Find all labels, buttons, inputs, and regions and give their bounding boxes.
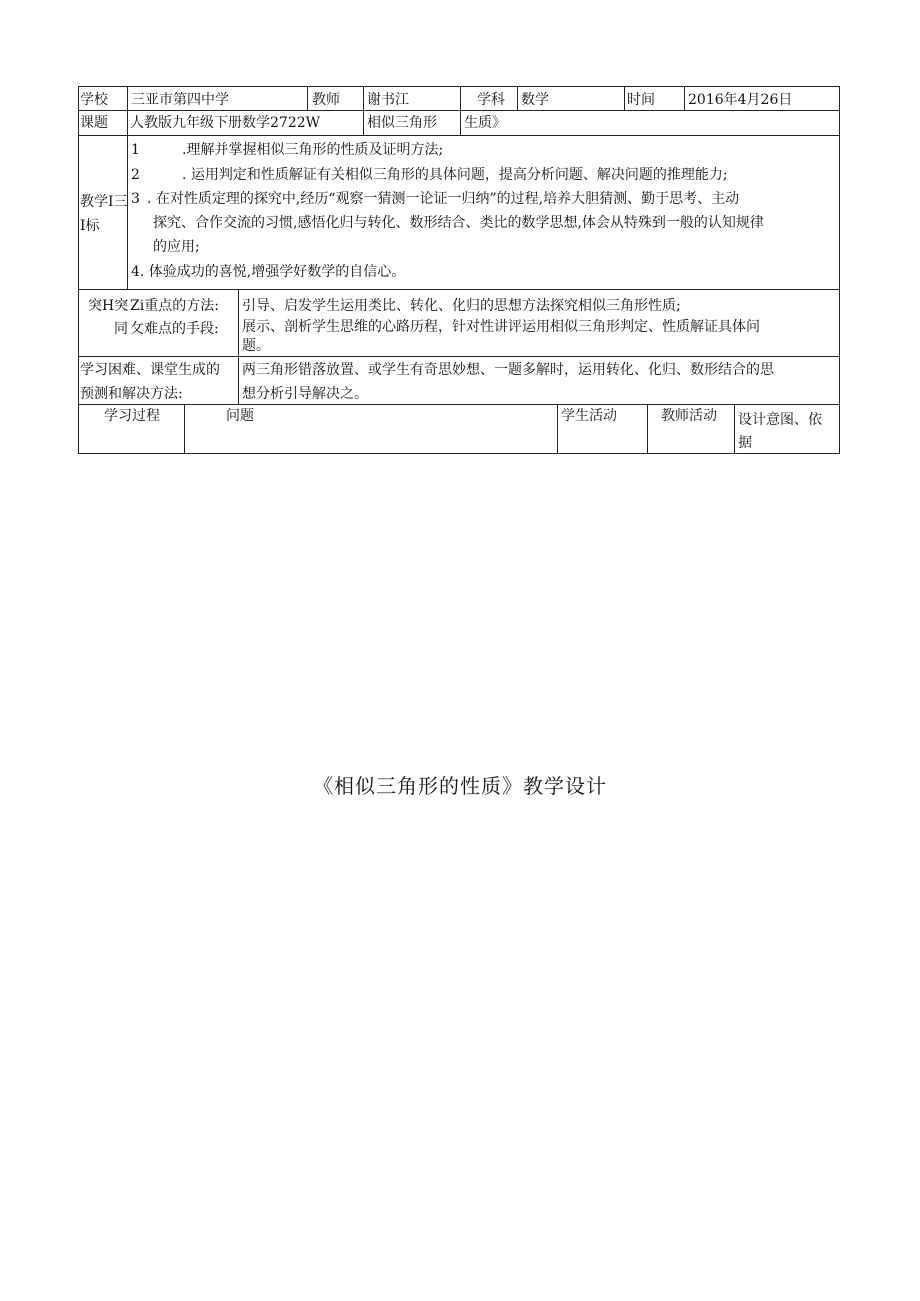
lesson-textbook: 人教版九年级下册数学2722W	[130, 115, 321, 131]
rule	[78, 289, 840, 290]
rule	[734, 404, 735, 453]
objective-text: 探究、合作交流的习惯,感悟化归与转化、数形结合、类比的数学思想,体会从特殊到一般的认知规律	[153, 215, 764, 231]
key-points-label: 突H突	[88, 298, 129, 314]
difficulties-text: 两三角形错落放置、或学生有奇思妙想、一题多解时，运用转化、化归、数形结合的思	[242, 362, 774, 378]
rule	[127, 86, 128, 135]
time-value: 2016年4月26日	[688, 92, 793, 108]
rule	[647, 404, 648, 453]
difficulties-text: 想分析引导解决之。	[242, 386, 368, 402]
process-col-header: 据	[738, 435, 752, 451]
time-label: 时间	[627, 92, 655, 108]
rule	[78, 86, 79, 453]
subject-label: 学科	[477, 92, 505, 108]
rule	[184, 404, 185, 453]
objective-text: . 在对性质定理的探究中,经历“观察一猜测一论证一归纳”的过程,培养大胆猜测、勤于思考、主动	[147, 191, 740, 207]
lesson-topic-part2: 生质》	[464, 115, 506, 131]
school-label: 学校	[80, 92, 108, 108]
rule	[78, 110, 840, 111]
means-text: 展示、剖析学生思维的心路历程，针对性讲评运用相似三角形判定、性质解证具体问	[242, 319, 760, 335]
means-text: 题。	[242, 338, 270, 354]
method-text: 引导、启发学生运用类比、转化、化归的思想方法探究相似三角形性质;	[242, 298, 681, 314]
process-col-header: 问题	[226, 408, 254, 424]
key-points-label: 同	[114, 321, 128, 337]
objective-number: 1	[131, 142, 140, 158]
teacher-label: 教师	[312, 92, 340, 108]
lesson-topic-part1: 相似三角形	[367, 115, 437, 131]
school-value: 三亚市第四中学	[131, 92, 229, 108]
objective-number: 2	[131, 167, 140, 183]
process-col-header: 教师活动	[661, 408, 717, 424]
rule	[557, 404, 558, 453]
rule	[78, 404, 840, 405]
objective-text: 4. 体验成功的喜悦,增强学好数学的自信心。	[131, 264, 406, 280]
rule	[624, 86, 625, 110]
objectives-label: I标	[80, 218, 100, 234]
method-label: Zi重点的方法:	[130, 298, 219, 314]
difficulties-label: 学习困难、课堂生成的	[80, 362, 220, 378]
rule	[127, 135, 128, 289]
rule	[517, 86, 518, 110]
objectives-label: 教学I三	[80, 194, 128, 210]
process-col-header: 学生活动	[561, 408, 617, 424]
rule	[78, 135, 840, 136]
rule	[78, 453, 840, 454]
rule	[78, 86, 840, 87]
objective-text: .理解并掌握相似三角形的性质及证明方法;	[182, 142, 444, 158]
difficulties-label: 预测和解决方法:	[80, 386, 183, 402]
rule	[363, 86, 364, 135]
objective-text: 的应用;	[153, 239, 200, 255]
rule	[684, 86, 685, 110]
rule	[460, 86, 461, 135]
rule	[307, 86, 308, 110]
objective-text: . 运用判定和性质解证有关相似三角形的具体问题，提高分析问题、解决问题的推理能力;	[182, 167, 728, 183]
means-label: 攵难点的手段:	[130, 321, 219, 337]
lesson-label: 课题	[80, 115, 108, 131]
rule	[839, 86, 840, 453]
teacher-value: 谢书江	[367, 92, 409, 108]
document-title: 《相似三角形的性质》教学设计	[313, 774, 607, 798]
process-col-header: 设计意图、依	[738, 412, 822, 428]
rule	[78, 356, 840, 357]
subject-value: 数学	[521, 92, 549, 108]
objective-number: 3	[131, 191, 140, 207]
process-col-header: 学习过程	[104, 408, 160, 424]
rule	[238, 289, 239, 404]
